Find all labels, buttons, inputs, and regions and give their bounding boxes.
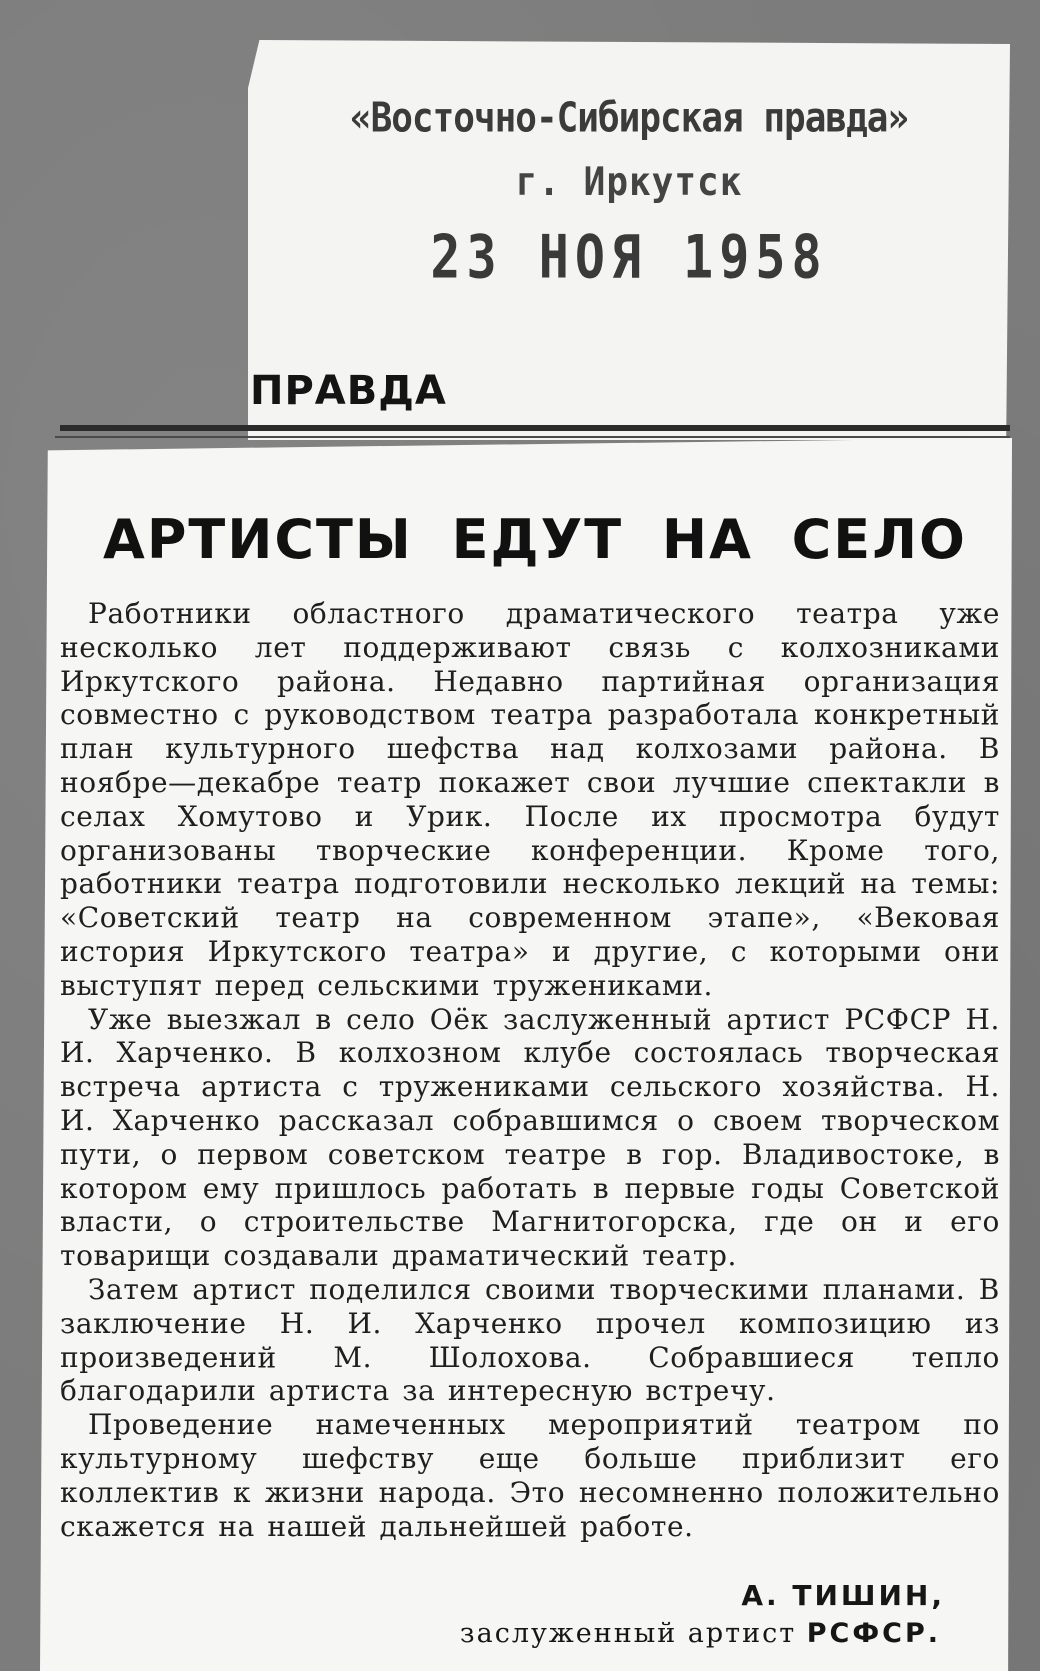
masthead-rule-thin	[55, 436, 1010, 438]
stamp-city: г. Иркутск	[515, 159, 743, 206]
masthead-rule	[60, 425, 1010, 431]
newspaper-masthead: ПРАВДА	[250, 368, 447, 414]
signature-title-prefix: заслуженный артист	[459, 1618, 797, 1649]
stamp-newspaper-name: «Восточно-Сибирская правда»	[349, 94, 909, 143]
article-paragraph: Уже выезжал в село Оёк заслуженный артист РСФСР Н. И. Харченко. В колхозном клубе состоялась творческая встреча артиста с тружениками сельского хозяйства. Н. И. Харченко рассказал собравшимся о своем творческом пути, о первом советском театре в гор. Владивостоке, в котором ему пришлось работать в первые годы Советской власти, о строительстве Магнитогорска, где он и его товарищи создавали драматический театр.	[60, 1002, 1000, 1273]
signature-title-suffix: РСФСР.	[806, 1618, 941, 1649]
article-headline: АРТИСТЫ ЕДУТ НА СЕЛО	[103, 508, 967, 571]
article-paragraph: Проведение намеченных мероприятий театром по культурному шефству еще больше приблизит его коллектив к жизни народа. Это несомненно положительно скажется на нашей дальнейшей работе.	[60, 1408, 1000, 1543]
stamp-date: 23 НОЯ 1958	[430, 222, 828, 292]
article	[60, 505, 1000, 1543]
article-paragraph: Затем артист поделился своими творческими планами. В заключение Н. И. Харченко прочел композицию из произведений М. Шолохова. Собравшиеся тепло благодарили артиста за интересную встречу.	[60, 1272, 1000, 1408]
article-signature	[60, 1577, 945, 1653]
archive-stamp	[248, 40, 1010, 340]
article-paragraph: Работники областного драматического театра уже несколько лет поддерживают связь с колхозниками Иркутского района. Недавно партийная организация совместно с руководством театра разработала конкретный план культурного шефства над колхозами района. В ноябре—декабре театр покажет свои лучшие спектакли в селах Хомутово и Урик. После их просмотра будут организованы творческие конференции. Кроме того, работники театра подготовили несколько лекций на темы: «Советский театр на современном этапе», «Вековая история Иркутского театра» и другие, с которыми они выступят перед сельскими тружениками.	[60, 597, 1000, 1002]
article-body	[60, 597, 1000, 1543]
signature-author: А. ТИШИН,	[741, 1579, 945, 1612]
signature-title	[60, 1615, 945, 1653]
